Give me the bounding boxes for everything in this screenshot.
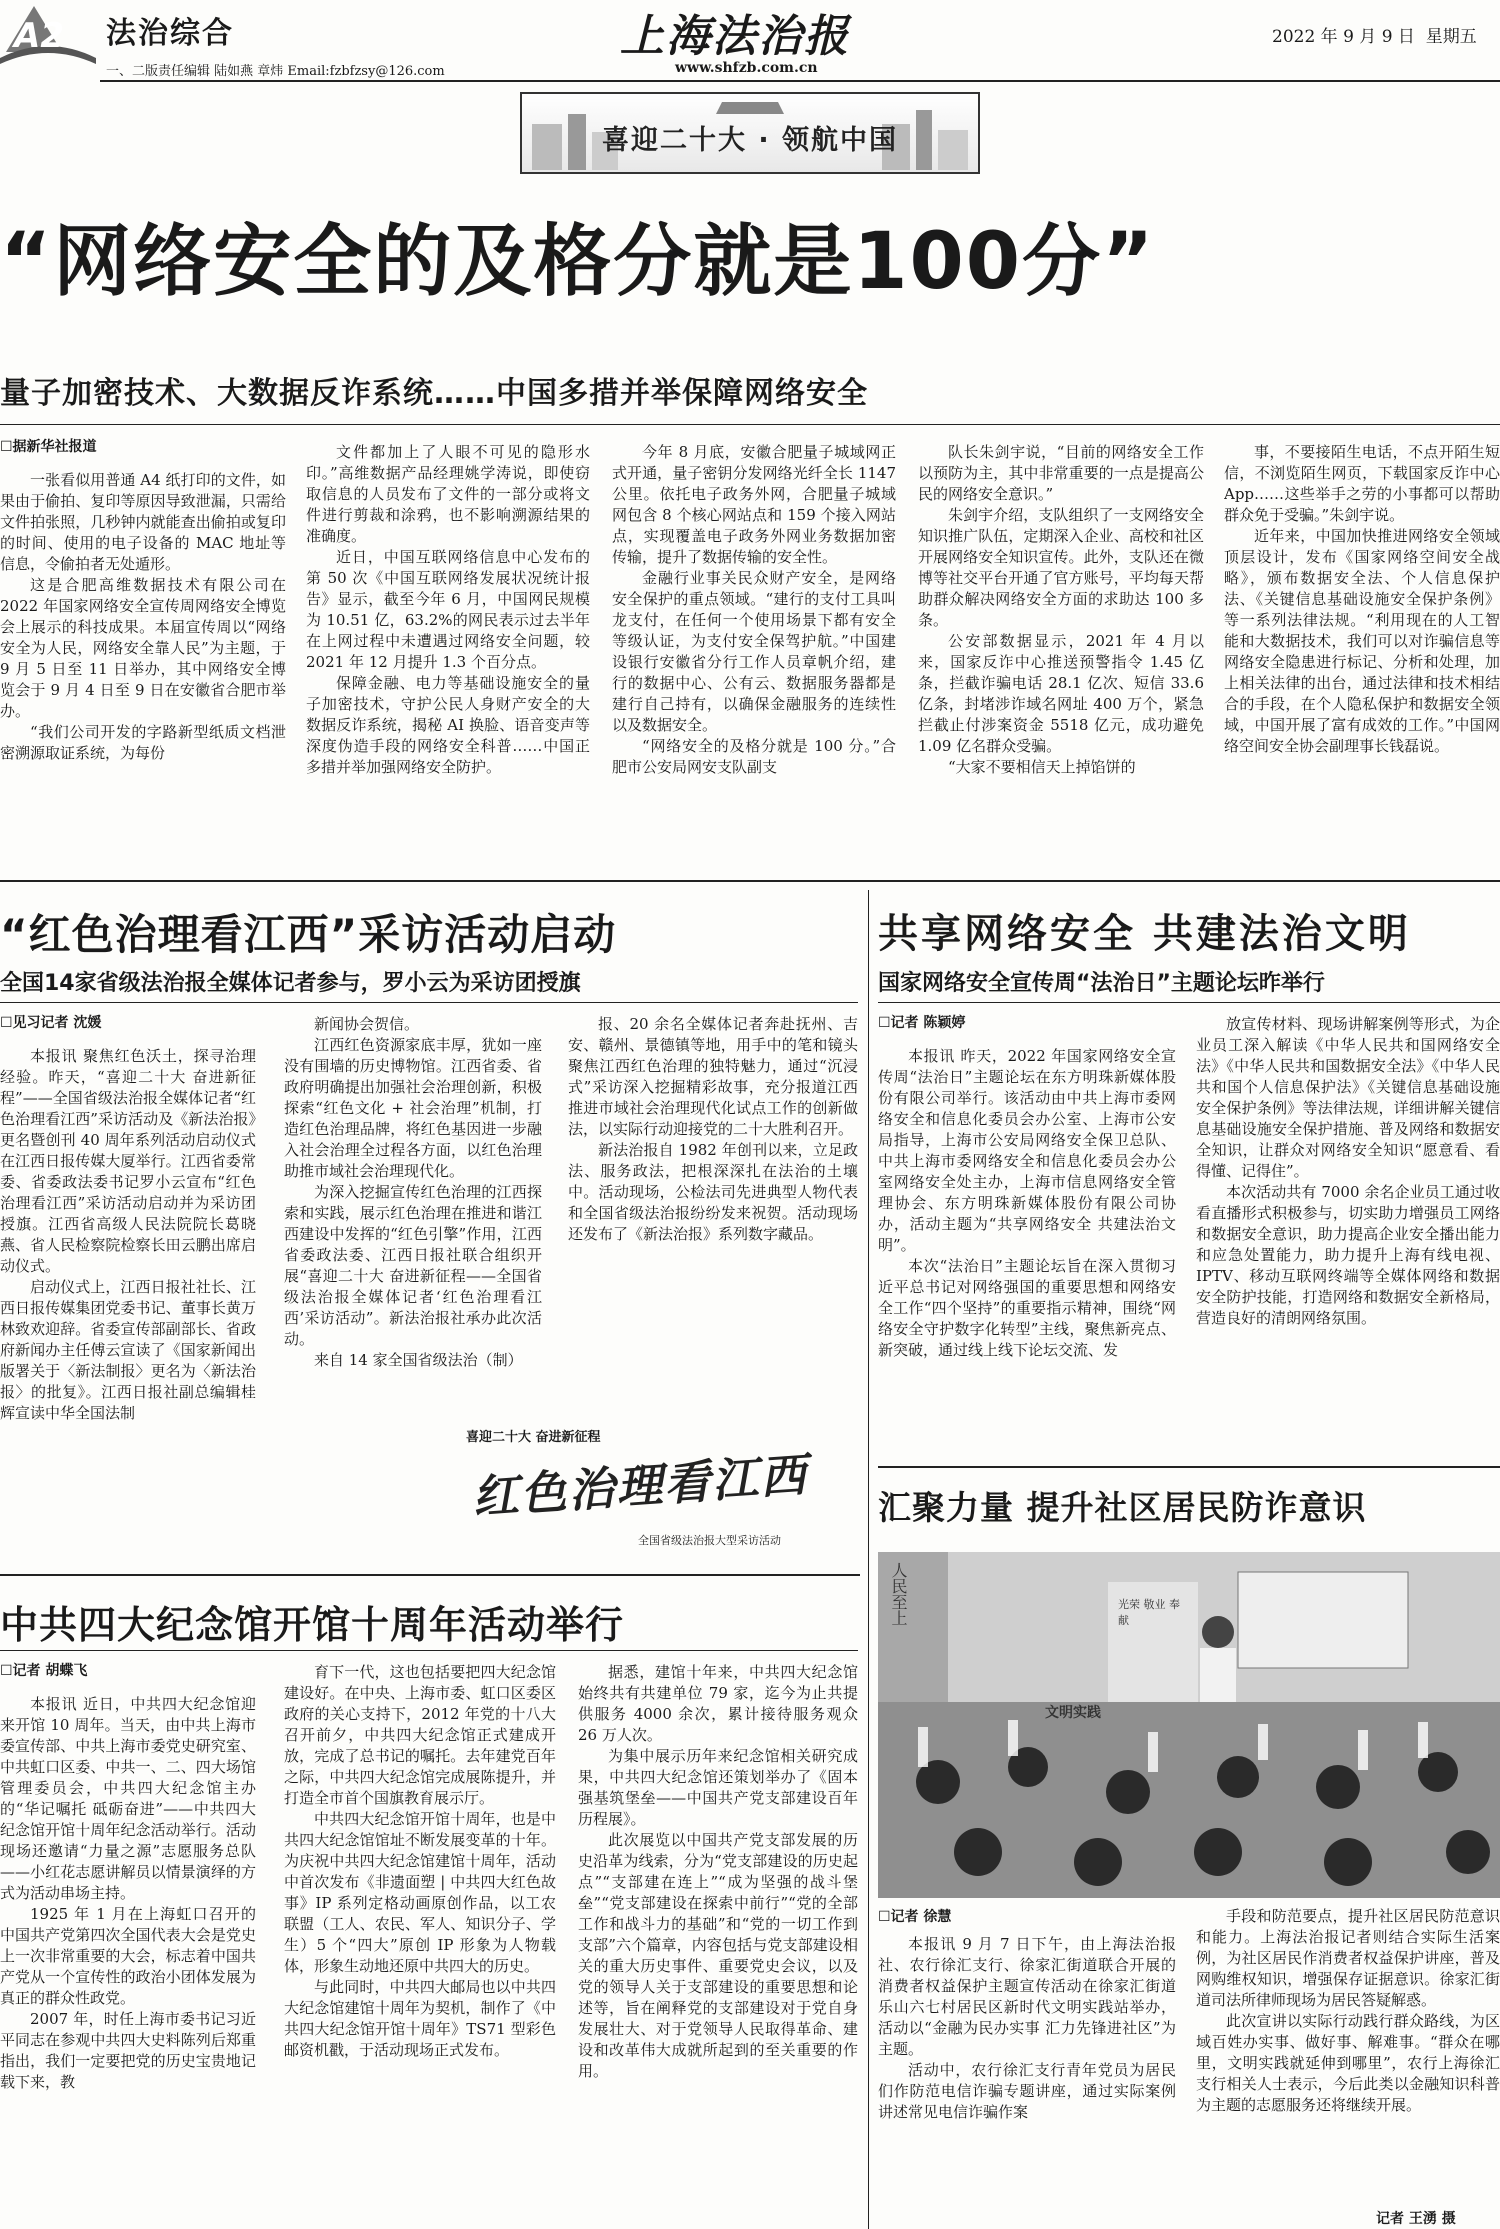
paragraph: 事，不要接陌生电话，不点开陌生短信，不浏览陌生网页，下载国家反诈中心 App……这些举手之劳的小事都可以帮助群众免于受骗。”朱剑宇说。 <box>1224 443 1500 524</box>
paragraph: 与此同时，中共四大邮局也以中共四大纪念馆建馆十周年为契机，制作了《中共四大纪念馆开馆十周年》TS71 型彩色邮资机戳，于活动现场正式发布。 <box>284 1978 556 2059</box>
jiangxi-subheadline: 全国14家省级法治报全媒体记者参与，罗小云为采访团授旗 <box>0 971 581 996</box>
forum-subheadline: 国家网络安全宣传周“法治日”主题论坛昨举行 <box>878 971 1325 996</box>
memorial-rule <box>0 1650 858 1651</box>
paragraph: 为集中展示历年来纪念馆相关研究成果，中共四大纪念馆还策划举办了《固本强基筑堡垒——中国共产党支部建设百年历程展》。 <box>578 1747 858 1828</box>
paragraph: 队长朱剑宇说，“目前的网络安全工作以预防为主，其中非常重要的一点是提高公民的网络安全意识。” <box>918 443 1204 503</box>
paragraph: 新闻协会贺信。 <box>314 1015 420 1033</box>
paragraph: 2007 年，时任上海市委书记习近平同志在参观中共四大史料陈列后郑重指出，我们一定要把党的历史宝贵地记载下来，教 <box>0 2010 256 2091</box>
logo-script: 红色治理看江西 <box>470 1447 810 1525</box>
forum-rule <box>878 1002 1500 1003</box>
lead-column-2 <box>306 442 590 868</box>
paragraph: 这是合肥高维数据技术有限公司在 2022 年国家网络安全宣传周网络安全博览会上展示的科技成果。本届宣传周以“网络安全为人民，网络安全靠人民”为主题，于 9 月 5 日至 11 日举办，其中网络安全博览会于 9 月 4 日至 9 日在安徽省合肥市举办。 <box>0 576 286 720</box>
paragraph: 近年来，中国加快推进网络安全领域顶层设计，发布《国家网络空间安全战略》，颁布数据安全法、个人信息保护法、《关键信息基础设施安全保护条例》等一系列法律法规。“利用现在的人工智能和大数据技术，我们可以对诈骗信息等网络安全隐患进行标记、分析和处理，加上相关法律的出台，通过法律和技术相结合的手段，在个人隐私保护和数据安全领域，中国开展了富有成效的工作。”中国网络空间安全协会副理事长钱磊说。 <box>1224 527 1500 755</box>
jiangxi-rule <box>0 1002 858 1003</box>
memorial-headline: 中共四大纪念馆开馆十周年活动举行 <box>0 1603 625 1647</box>
lead-rule <box>0 424 1500 425</box>
forum-column-2 <box>1196 1014 1500 1456</box>
jiangxi-byline: ☐见习记者 沈媛 <box>0 1015 102 1031</box>
photo-scene <box>878 1552 1500 1898</box>
jiangxi-headline: “红色治理看江西”采访活动启动 <box>0 910 617 959</box>
paragraph: “我们公司开发的字路新型纸质文档泄密溯源取证系统，为每份 <box>0 723 286 762</box>
paragraph: 近日，中国互联网络信息中心发布的第 50 次《中国互联网络发展状况统计报告》显示，截至今年 6 月，中国网民规模为 10.51 亿，63.2%的网民表示过去半年在上网过程中未遭遇过网络安全问题，较 2021 年 12 月提升 1.3 个百分点。 <box>306 548 590 671</box>
paragraph: 保障金融、电力等基础设施安全的量子加密技术，守护公民人身财产安全的大数据反诈系统，揭秘 AI 换脸、语音变声等深度伪造手段的网络安全科普……中国正多措并举加强网络安全防护。 <box>306 674 590 776</box>
lead-byline: ☐据新华社报道 <box>0 439 97 455</box>
editor-line: 一、二版责任编辑 陆如燕 章炜 Email:fzbfzsy@126.com <box>106 64 445 79</box>
lead-column-1 <box>0 470 286 868</box>
memorial-column-2 <box>284 1662 556 2229</box>
paragraph: 活动中，农行徐汇支行青年党员为居民们作防范电信诈骗专题讲座，通过实际案例讲述常见电信诈骗作案 <box>878 2061 1176 2121</box>
photo-sign-banner: 文明实践 <box>1045 1705 1101 1721</box>
community-column-1 <box>878 1934 1176 2229</box>
photo-credit: 记者 王湧 摄 <box>1376 2211 1456 2227</box>
paragraph: 今年 8 月底，安徽合肥量子城域网正式开通，量子密钥分发网络光纤全长 1147 公里。依托电子政务外网，合肥量子城域网包含 8 个核心网站点和 159 个接入网站点，实现覆盖电子政务外网业务数据加密传输，提升了数据传输的安全性。 <box>612 443 896 566</box>
lead-subheadline: 量子加密技术、大数据反诈系统……中国多措并举保障网络安全 <box>0 376 868 411</box>
forum-headline: 共享网络安全 共建法治文明 <box>878 911 1411 957</box>
date-text: 2022 年 9 月 9 日 <box>1272 27 1415 47</box>
paragraph: 本报讯 昨天，2022 年国家网络安全宣传周“法治日”主题论坛在东方明珠新媒体股份有限公司举行。该活动由中共上海市委网络安全和信息化委员会办公室、上海市公安局指导，上海市公安局网络安全保卫总队、中共上海市委网络安全和信息化委员会办公室网络安全处主办，上海市信息网络安全管理协会、东方明珠新媒体股份有限公司协办，活动主题为“共享网络安全 共建法治文明”。 <box>878 1047 1176 1254</box>
paragraph: 文件都加上了人眼不可见的隐形水印。”高维数据产品经理姚学涛说，即使窃取信息的人员发布了文件的一部分或将文件进行剪裁和涂鸦，也不影响溯源结果的准确度。 <box>306 443 590 545</box>
paragraph: 1925 年 1 月在上海虹口召开的中国共产党第四次全国代表大会是党史上一次非常重要的大会，标志着中国共产党从一个宣传性的政治小团体发展为真正的群众性政党。 <box>0 1905 256 2007</box>
memorial-byline: ☐记者 胡蝶飞 <box>0 1663 88 1679</box>
banner-text: 喜迎二十大 · 领航中国 <box>601 125 899 156</box>
paragraph: 启动仪式上，江西日报社社长、江西日报传媒集团党委书记、董事长黄万林致欢迎辞。省委宣传部副部长、省政府新闻办主任傅云宣读了《国家新闻出版署关于〈新法制报〉更名为〈新法治报〉的批复》。江西日报社副总编辑桂辉宣读中华全国法制 <box>0 1278 256 1422</box>
theme-banner <box>520 92 980 174</box>
paragraph: “大家不要相信天上掉馅饼的 <box>948 758 1136 776</box>
paragraph: 江西红色资源家底丰厚，犹如一座没有围墙的历史博物馆。江西省委、省政府明确提出加强社会治理创新，积极探索“红色文化 + 社会治理”机制，打造红色治理品牌，将红色基因进一步融入社会治理全过程各方面，以红色治理助推市域社会治理现代化。 <box>284 1036 542 1180</box>
forum-byline: ☐记者 陈颖婷 <box>878 1015 966 1031</box>
paragraph: 为深入挖掘宣传红色治理的江西探索和实践，展示红色治理在推进和谐江西建设中发挥的“红色引擎”作用，江西省委政法委、江西日报社联合组织开展“喜迎二十大 奋进新征程——全国省级法治报全媒体记者‘红色治理看江西’采访活动”。新法治报社承办此次活动。 <box>284 1183 542 1348</box>
jiangxi-bottom-rule <box>0 1574 860 1576</box>
jiangxi-campaign-logo <box>456 1420 858 1560</box>
masthead <box>0 0 1500 92</box>
logo-caption: 喜迎二十大 奋进新征程 <box>466 1430 601 1445</box>
lead-column-5 <box>1224 442 1500 868</box>
paragraph: 本报讯 聚焦红色沃土，探寻治理经验。昨天，“喜迎二十大 奋进新征程”——全国省级法治报全媒体记者“红色治理看江西”采访活动及《新法治报》更名暨创刊 40 周年系列活动启动仪式在江西日报传媒大厦举行。江西省委常委、省委政法委书记罗小云宣布“红色治理看江西”采访活动启动并为采访团授旗。江西省高级人民法院院长葛晓燕、省人民检察院检察长田云鹏出席启动仪式。 <box>0 1047 256 1275</box>
paragraph: 一张看似用普通 A4 纸打印的文件，如果由于偷拍、复印等原因导致泄漏，只需给文件拍张照，几秒钟内就能查出偷拍或复印的时间、使用的电子设备的 MAC 地址等信息，令偷拍者无处遁形。 <box>0 471 286 573</box>
paragraph: 来自 14 家全国省级法治（制） <box>314 1351 523 1369</box>
community-byline: ☐记者 徐慧 <box>878 1909 952 1925</box>
paragraph: 放宣传材料、现场讲解案例等形式，为企业员工深入解读《中华人民共和国网络安全法》《中华人民共和国数据安全法》《中华人民共和国个人信息保护法》《关键信息基础设施安全保护条例》等法律法规，详细讲解关键信息基础设施安全保护措施、普及网络和数据安全知识，让群众对网络安全知识“愿意看、看得懂、记得住”。 <box>1196 1015 1500 1180</box>
jiangxi-column-1 <box>0 1046 256 1556</box>
lead-bottom-rule <box>0 880 1500 882</box>
memorial-column-3 <box>578 1662 858 2229</box>
paragraph: 金融行业事关民众财产安全，是网络安全保护的重点领域。“建行的支付工具叫龙支付，在任何一个使用场景下都有安全等级认证，为支付安全保驾护航。”中国建设银行安徽省分行工作人员章帆介绍，建行的数据中心、公有云、数据服务器都是建行自己持有，以确保金融服务的连续性以及数据安全。 <box>612 569 896 734</box>
lead-column-3 <box>612 442 896 868</box>
paragraph: 此次宣讲以实际行动践行群众路线，为区域百姓办实事、做好事、解难事。“群众在哪里，文明实践就延伸到哪里”，农行上海徐汇支行相关人士表示，今后此类以金融知识科普为主题的志愿服务还将继续开展。 <box>1196 2012 1500 2114</box>
column-separator <box>868 890 869 2229</box>
photo-sign-left: 人民至上 <box>889 1562 908 1626</box>
website: www.shfzb.com.cn <box>675 60 818 76</box>
paragraph: 新法治报自 1982 年创刊以来，立足政法、服务政法，把根深深扎在法治的土壤中。活动现场，公检法司先进典型人物代表和全国省级法治报纷纷发来祝贺。活动现场还发布了《新法治报》系列数字藏品。 <box>568 1141 858 1243</box>
lead-column-4 <box>918 442 1204 868</box>
forum-column-1 <box>878 1046 1176 1456</box>
paragraph: 本次“法治日”主题论坛旨在深入贯彻习近平总书记对网络强国的重要思想和网络安全工作“四个坚持”的重要指示精神，围绕“网络安全守护数字化转型”主线，聚焦新亮点、新突破，通过线上线下论坛交流、发 <box>878 1257 1176 1359</box>
paragraph: 朱剑宇介绍，支队组织了一支网络安全知识推广队伍，定期深入企业、高校和社区开展网络安全知识宣传。此外，支队还在微博等社交平台开通了官方账号，平均每天帮助群众解决网络安全方面的求助达 100 多条。 <box>918 506 1204 629</box>
community-headline: 汇聚力量 提升社区居民防诈意识 <box>878 1488 1367 1527</box>
paragraph: 此次展览以中国共产党支部发展的历史沿革为线索，分为“党支部建设的历史起点”“支部建在连上”“成为坚强的战斗堡垒”“党支部建设在探索中前行”“党的全部工作和战斗力的基础”和“党的一切工作到支部”六个篇章，内容包括与党支部建设相关的重大历史事件、重要党史会议，以及党的领导人关于支部建设的重要思想和论述等，旨在阐释党的支部建设对于党自身发展壮大、对于党领导人民取得革命、建设和改革伟大成就所起到的至关重要的作用。 <box>578 1831 858 2080</box>
weekday-text: 星期五 <box>1425 27 1477 47</box>
jiangxi-column-2 <box>284 1014 542 1414</box>
memorial-column-1 <box>0 1694 256 2229</box>
paragraph: 公安部数据显示，2021 年 4 月以来，国家反诈中心推送预警指令 1.45 亿条，拦截诈骗电话 28.1 亿次、短信 33.6 亿条，封堵涉诈域名网址 400 万个，紧急拦截止付涉案资金 5518 亿元，成功避免 1.09 亿名群众受骗。 <box>918 632 1204 755</box>
paragraph: 本报讯 近日，中共四大纪念馆迎来开馆 10 周年。当天，由中共上海市委宣传部、中共上海市委党史研究室、中共虹口区委、中共一、二、四大场馆管理委员会，中共四大纪念馆主办的“华记嘱托 砥砺奋进”——中共四大纪念馆开馆十周年纪念活动举行。活动现场还邀请“力量之源”志愿服务总队——小红花志愿讲解员以情景演绎的方式为活动串场主持。 <box>0 1695 256 1902</box>
community-column-2 <box>1196 1906 1500 2208</box>
paragraph: 本次活动共有 7000 余名企业员工通过收看直播形式积极参与，切实助力增强员工网络和数据安全意识，助力提高企业安全播出能力和应急处置能力，助力提升上海有线电视、IPTV、移动互联网终端等全媒体网络和数据安全防护技能，打造网络和数据安全新格局，营造良好的清朗网络氛围。 <box>1196 1183 1500 1327</box>
paragraph: 手段和防范要点，提升社区居民防范意识和能力。上海法治报记者则结合实际生活案例，为社区居民作消费者权益保护讲座，普及网购维权知识，增强保存证据意识。徐家汇街道司法所律师现场为居民答疑解惑。 <box>1196 1907 1500 2009</box>
masthead-rule <box>100 80 1500 82</box>
paragraph: 本报讯 9 月 7 日下午，由上海法治报社、农行徐汇支行、徐家汇街道联合开展的消费者权益保护主题宣传活动在徐家汇街道乐山六七村居民区新时代文明实践站举办，活动以“金融为民办实事 汇力先锋进社区”为主题。 <box>878 1935 1176 2058</box>
newspaper-logo: 上海法治报 <box>620 11 850 62</box>
page-number: A2 <box>14 16 64 56</box>
issue-date <box>1272 22 1477 47</box>
section-title: 法治综合 <box>106 16 234 51</box>
paragraph: 育下一代，这也包括要把四大纪念馆建设好。在中央、上海市委、虹口区委区政府的关心支持下，2012 年党的十八大召开前夕，中共四大纪念馆正式建成开放，完成了总书记的嘱托。去年建党百年之际，中共四大纪念馆完成展陈提升，并打造全市首个国旗教育展示厅。 <box>284 1663 556 1807</box>
paragraph: 中共四大纪念馆开馆十周年，也是中共四大纪念馆馆址不断发展变革的十年。为庆祝中共四大纪念馆建馆十周年，活动中首次发布《非遗面塑 | 中共四大红色故事》IP 系列定格动画原创作品，以工农联盟（工人、农民、军人、知识分子、学生）5 个“四大”原创 IP 形象为人物载体，形象生动地还原中共四大的历史。 <box>284 1810 556 1975</box>
community-photo <box>878 1552 1500 1898</box>
jiangxi-column-3 <box>568 1014 858 1382</box>
forum-bottom-rule <box>878 1466 1500 1468</box>
paragraph: “网络安全的及格分就是 100 分。”合肥市公安局网安支队副支 <box>612 737 896 776</box>
lead-headline: “网络安全的及格分就是100分” <box>0 217 1156 307</box>
paragraph: 报、20 余名全媒体记者奔赴抚州、吉安、赣州、景德镇等地，用手中的笔和镜头聚焦江西红色治理的独特魅力，通过“沉浸式”采访深入挖掘精彩故事，充分报道江西推进市域社会治理现代化试点工作的创新做法，以实际行动迎接党的二十大胜利召开。 <box>568 1015 858 1138</box>
photo-sign-board: 光荣 敬业 奉献 <box>1118 1598 1180 1627</box>
paragraph: 据悉，建馆十年来，中共四大纪念馆始终共有共建单位 79 家，迄今为止共提供服务 4000 余次，累计接待服务观众 26 万人次。 <box>578 1663 858 1744</box>
logo-sub: 全国省级法治报大型采访活动 <box>638 1534 781 1547</box>
